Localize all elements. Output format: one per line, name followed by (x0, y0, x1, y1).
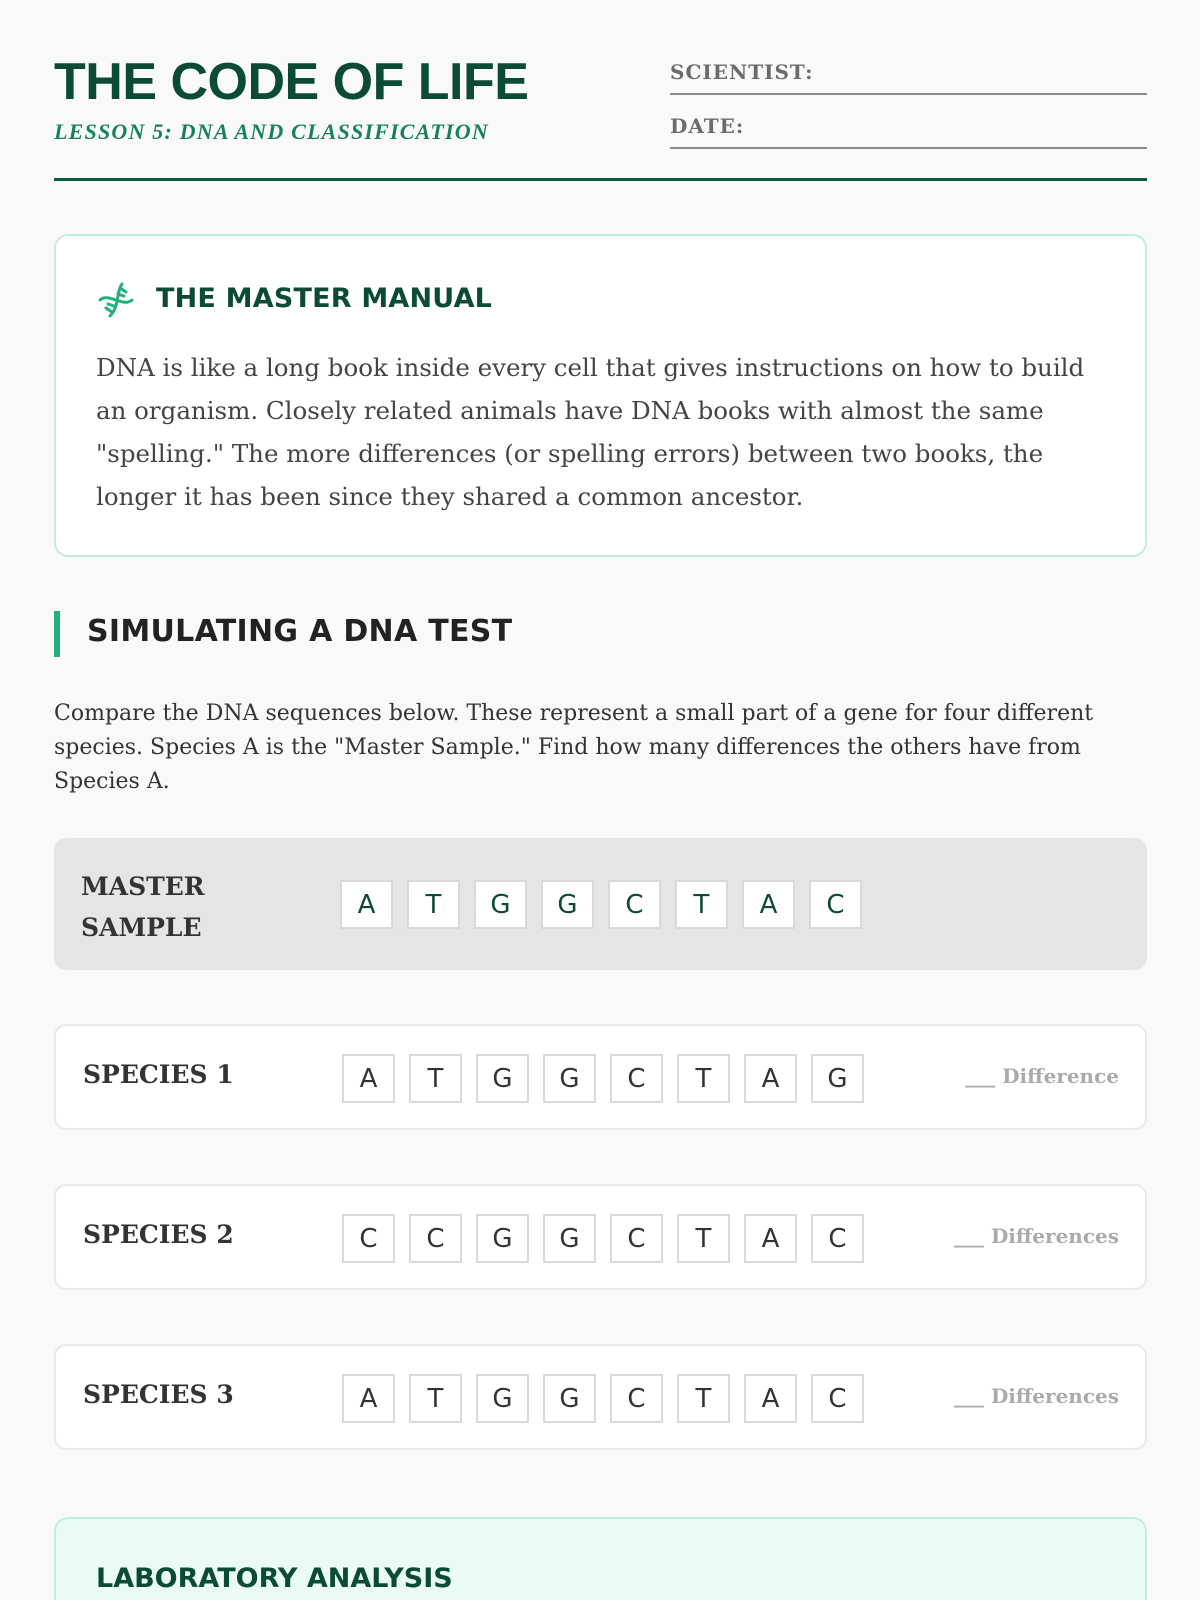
base-cell: A (742, 880, 795, 929)
base-cell: A (744, 1054, 797, 1103)
base-cell: T (677, 1214, 730, 1263)
base-cell: A (340, 880, 393, 929)
species-row (54, 1344, 1147, 1450)
species-sequence (342, 1374, 864, 1423)
master-sample-row (54, 838, 1147, 970)
base-cell: T (407, 880, 460, 929)
base-cell: C (610, 1214, 663, 1263)
base-cell: C (342, 1214, 395, 1263)
species-row (54, 1184, 1147, 1290)
base-cell: T (675, 880, 728, 929)
base-cell: G (543, 1214, 596, 1263)
base-cell: C (811, 1214, 864, 1263)
page-subtitle: LESSON 5: DNA AND CLASSIFICATION (54, 119, 489, 144)
master-manual-card (54, 234, 1147, 557)
page-title: THE CODE OF LIFE (54, 53, 529, 111)
laboratory-analysis-card (54, 1517, 1147, 1600)
manual-body: DNA is like a long book inside every cell that gives instructions on how to build an organism. Closely related animals have DNA books with almost the same "spelling." The more differences (or spelling errors) between two books, the longer it has been since they shared a common ancestor. (96, 353, 1085, 511)
date-label: DATE: (670, 114, 745, 138)
species-label: SPECIES 2 (83, 1220, 234, 1249)
species-label: SPECIES 3 (83, 1380, 234, 1409)
base-cell: G (811, 1054, 864, 1103)
difference-blank[interactable]: ___ Differences (953, 1384, 1119, 1408)
lab-title: LABORATORY ANALYSIS (96, 1563, 453, 1594)
species-sequence (342, 1214, 864, 1263)
base-cell: T (409, 1054, 462, 1103)
date-field[interactable] (670, 113, 1147, 149)
base-cell: G (476, 1054, 529, 1103)
base-cell: C (608, 880, 661, 929)
species-sequence (342, 1054, 864, 1103)
base-cell: G (476, 1374, 529, 1423)
base-cell: A (744, 1374, 797, 1423)
section-title: SIMULATING A DNA TEST (87, 614, 513, 649)
base-cell: T (409, 1374, 462, 1423)
base-cell: G (541, 880, 594, 929)
species-label: SPECIES 1 (83, 1060, 234, 1089)
base-cell: C (409, 1214, 462, 1263)
base-cell: A (744, 1214, 797, 1263)
master-sample-label: MASTER SAMPLE (81, 872, 205, 942)
dna-icon (96, 280, 136, 320)
worksheet-header (54, 0, 1147, 181)
section-intro: Compare the DNA sequences below. These represent a small part of a gene for four different species. Species A is the "Master Sample." Find how many differences the others have from Species A. (54, 701, 1094, 794)
difference-blank[interactable]: ___ Differences (953, 1224, 1119, 1248)
scientist-label: SCIENTIST: (670, 60, 814, 84)
section-accent-bar (54, 611, 60, 657)
base-cell: A (342, 1374, 395, 1423)
difference-blank[interactable]: ___ Difference (965, 1064, 1119, 1088)
base-cell: T (677, 1054, 730, 1103)
base-cell: G (543, 1054, 596, 1103)
species-row (54, 1024, 1147, 1130)
base-cell: C (811, 1374, 864, 1423)
base-cell: G (543, 1374, 596, 1423)
manual-heading: THE MASTER MANUAL (156, 283, 493, 314)
base-cell: C (610, 1374, 663, 1423)
base-cell: G (476, 1214, 529, 1263)
base-cell: G (474, 880, 527, 929)
base-cell: T (677, 1374, 730, 1423)
base-cell: C (809, 880, 862, 929)
base-cell: A (342, 1054, 395, 1103)
scientist-field[interactable] (670, 59, 1147, 95)
base-cell: C (610, 1054, 663, 1103)
worksheet-page (54, 0, 1147, 1594)
master-sequence (340, 880, 862, 929)
